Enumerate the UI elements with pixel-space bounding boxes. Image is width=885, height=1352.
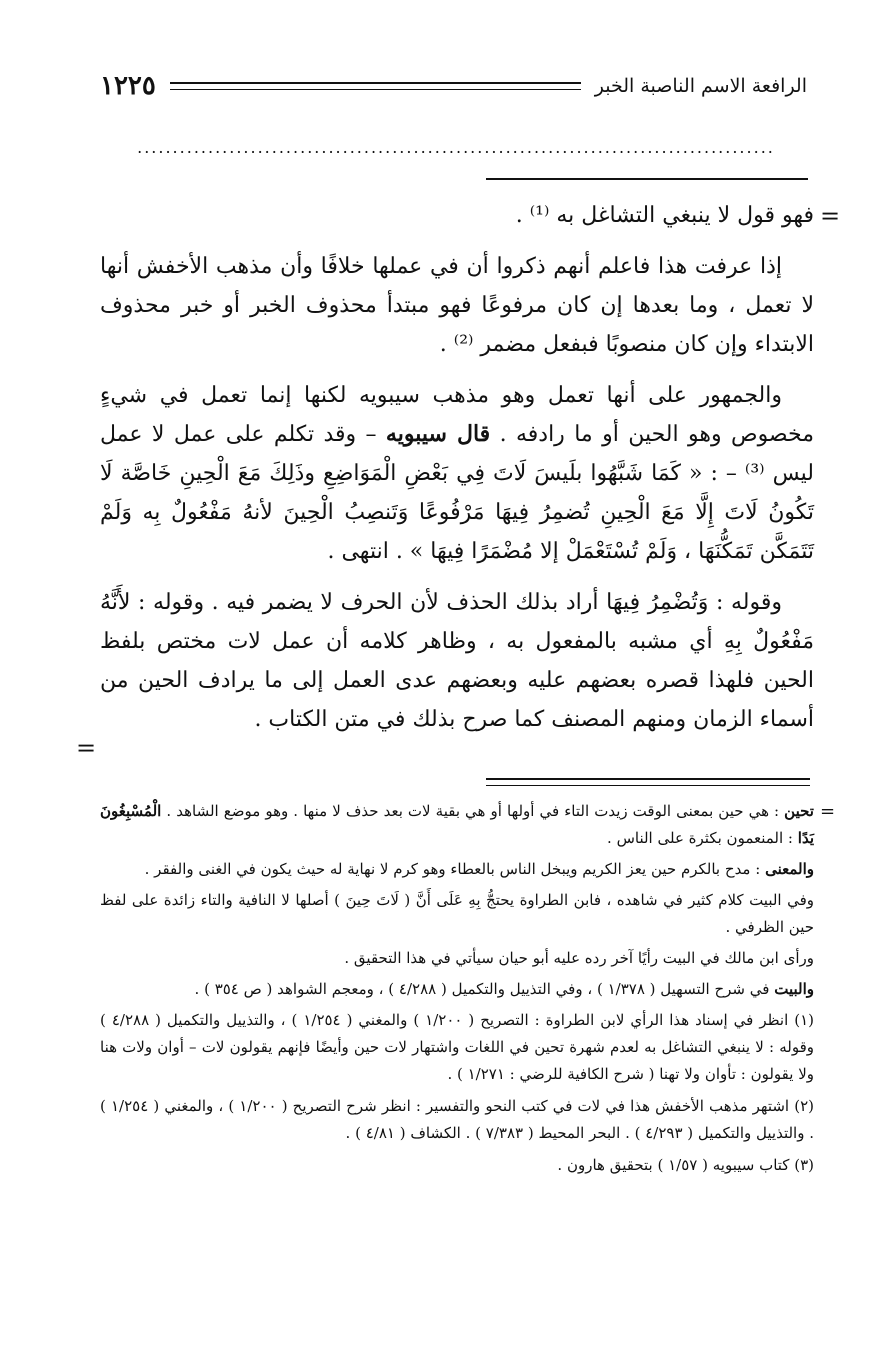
continuation-mark-top: =	[820, 202, 841, 230]
footnotes	[100, 798, 814, 1184]
header-rule	[170, 82, 581, 90]
note-term: الْمُسْبِغُونَ يَدًا	[100, 802, 814, 847]
footnote-2: (٢) اشتهر مذهب الأخفش هذا في لات في كتب النحو والتفسير : انظر شرح التصريح ( ١/٢٠٠ ) ، والمغني ( ١/٢٥٤ ) . والتذييل والتكميل ( ٤/٢٩٣ ) . البحر المحيط ( ٧/٣٨٣ ) . الكشاف ( ٤/٨١ ) .	[100, 1097, 814, 1142]
paragraph-2: إذا عرفت هذا فاعلم أنهم ذكروا أن في عملها خلافًا وأن مذهب الأخفش أنها لا تعمل ، وما بعدها إن كان مرفوعًا فهو مبتدأ محذوف الخبر أو خبر محذوف الابتداء وإن كان منصوبًا فبفعل مضمر ⁽²⁾ .	[100, 254, 814, 357]
paragraph-3-part-a: والجمهور على أنها تعمل وهو مذهب سيبويه لكنها إنما تعمل في شيءٍ مخصوص وهو الحين أو ما رادفه .	[100, 383, 814, 447]
note-ibn-tarawa: وفي البيت كلام كثير في شاهده ، فابن الطراوة يحتجُّ بِهِ عَلَى أَنَّ ( لَاتَ حِينَ ) أصلها لا النافية والتاء زائدة على لفظ حين الظرفي .	[100, 891, 814, 936]
paragraph-3	[100, 376, 814, 571]
paragraph-4: وقوله : وَتُضْمِرُ فِيهَا أراد بذلك الحذف لأن الحرف لا يضمر فيه . وقوله : لأَنَّهُ مَفْعُولٌ بِهِ أي مشبه بالمفعول به ، وظاهر كلامه أن عمل لات مختص بلفظ الحين فلهذا قصره بعضهم عليه وبعضهم عدى العمل إلى ما يرادف الحين من أسماء الزمان ومنهم المصنف كما صرح بذلك في متن الكتاب .	[100, 590, 814, 732]
note-meaning-label: والمعنى	[765, 860, 814, 878]
running-header	[100, 64, 807, 108]
page-number: ١٢٢٥	[100, 71, 156, 101]
note-tahin-text: : هي حين بمعنى الوقت زيدت التاء في أولها أو هي بقية لات بعد حذف لا منها . وهو موضع الشاهد .	[166, 802, 780, 820]
note-verse-label: والبيت	[774, 980, 814, 998]
sibawayh-label: قال سيبويه	[385, 421, 491, 447]
dotted-separator: ..........................................................................................	[137, 142, 775, 154]
note-tahin	[100, 798, 814, 852]
note-term-text: : المنعمون بكثرة على الناس .	[607, 829, 793, 847]
note-tahin-label: تحين	[784, 802, 814, 820]
note-verse-sources	[100, 976, 814, 1003]
paragraph-3-part-c: – وقد تكلم على عمل لا عمل ليس ⁽³⁾ – : « كَمَا شَبَّهُوا بلَيسَ لَاتَ فِي بَعْضِ الْمَوَاضِعِ وذَلِكَ مَعَ الْحِينِ خَاصَّة لَا تَكُونُ لَاتَ إِلَّا مَعَ الْحِينِ تُضمِرُ فِيهَا مَرْفُوعًا وَتَنصِبُ الْحِينَ لأنهُ مَفْعُولٌ بِه وَلَمْ تَتَمَكَّن تَمَكُّنَهَا ، وَلَمْ تُسْتَعْمَلْ إلا مُضْمَرًا فِيهَا » . انتهى .	[100, 422, 814, 564]
footnote-separator	[486, 778, 810, 786]
note-verse-text: في شرح التسهيل ( ١/٣٧٨ ) ، وفي التذييل والتكميل ( ٤/٢٨٨ ) ، ومعجم الشواهد ( ص ٣٥٤ ) .	[194, 980, 770, 998]
footnote-1: (١) انظر في إسناد هذا الرأي لابن الطراوة : التصريح ( ١/٢٠٠ ) والمغني ( ١/٢٥٤ ) ، والتذييل والتكميل ( ٤/٢٨٨ ) وقوله : لا ينبغي التشاغل به لعدم شهرة تحين في اللغات واشتهار لات حين وأيضًا فإنهم يقولون لات – أوان ولات هنا ولا يقولون : تأوان ولا تهنا ( شرح الكافية للرضي : ١/٢٧١ ) .	[100, 1011, 814, 1083]
note-ibn-malik: ورأى ابن مالك في البيت رأيًا آخر رده عليه أبو حيان سيأتي في هذا التحقيق .	[344, 949, 814, 967]
paragraph-1: فهو قول لا ينبغي التشاغل به ⁽¹⁾ .	[515, 203, 814, 228]
main-text	[100, 196, 814, 751]
header-title: الرافعة الاسم الناصبة الخبر	[594, 75, 807, 97]
top-short-rule	[486, 178, 808, 180]
footnote-3: (٣) كتاب سيبويه ( ١/٥٧ ) بتحقيق هارون .	[557, 1156, 814, 1174]
note-meaning-text: : مدح بالكرم حين يعز الكريم ويبخل الناس بالعطاء وهو كرم لا نهاية له حيث يكون في الغنى والفقر .	[144, 860, 761, 878]
note-meaning	[100, 856, 814, 883]
continuation-mark-notes: =	[820, 801, 836, 822]
continuation-mark-main: =	[76, 734, 97, 762]
